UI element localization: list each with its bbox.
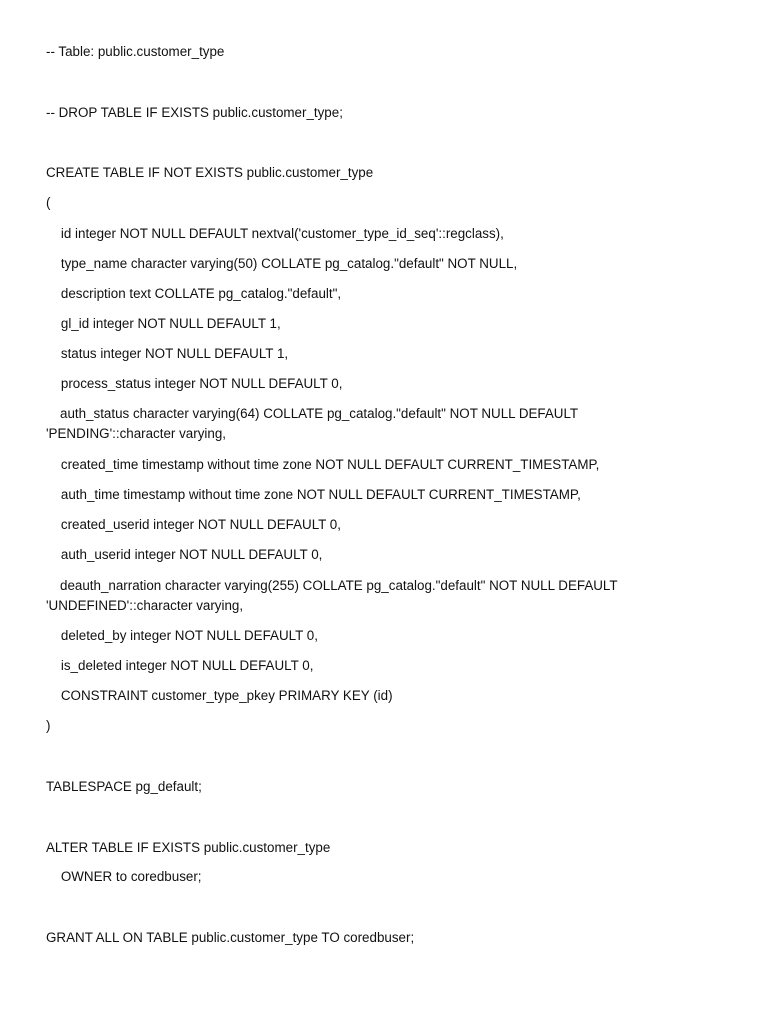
grant-line: GRANT ALL ON TABLE public.customer_type TO coredbuser; bbox=[46, 930, 415, 945]
column-id-line: id integer NOT NULL DEFAULT nextval('customer_type_id_seq'::regclass), bbox=[46, 226, 504, 241]
column-deleted-by-line: deleted_by integer NOT NULL DEFAULT 0, bbox=[46, 628, 318, 643]
owner-line: OWNER to coredbuser; bbox=[46, 869, 202, 884]
column-auth-userid-line: auth_userid integer NOT NULL DEFAULT 0, bbox=[46, 547, 323, 562]
column-created-time-line: created_time timestamp without time zone NOT NULL DEFAULT CURRENT_TIMESTAMP, bbox=[46, 457, 600, 472]
tablespace-line: TABLESPACE pg_default; bbox=[46, 779, 202, 794]
close-paren-line: ) bbox=[46, 718, 51, 733]
column-created-userid-line: created_userid integer NOT NULL DEFAULT 0, bbox=[46, 517, 341, 532]
column-type-name-line: type_name character varying(50) COLLATE pg_catalog."default" NOT NULL, bbox=[46, 256, 518, 271]
column-is-deleted-line: is_deleted integer NOT NULL DEFAULT 0, bbox=[46, 658, 314, 673]
column-auth-time-line: auth_time timestamp without time zone NOT NULL DEFAULT CURRENT_TIMESTAMP, bbox=[46, 487, 581, 502]
column-process-status-line: process_status integer NOT NULL DEFAULT 0, bbox=[46, 376, 343, 391]
column-description-line: description text COLLATE pg_catalog."default", bbox=[46, 286, 342, 301]
comment-drop-line: -- DROP TABLE IF EXISTS public.customer_type; bbox=[46, 105, 343, 120]
comment-table-line: -- Table: public.customer_type bbox=[46, 44, 225, 59]
column-auth-status-line: auth_status character varying(64) COLLATE pg_catalog."default" NOT NULL DEFAULT 'PENDING'::character varying, bbox=[46, 406, 578, 441]
column-status-line: status integer NOT NULL DEFAULT 1, bbox=[46, 346, 289, 361]
create-table-line: CREATE TABLE IF NOT EXISTS public.customer_type bbox=[46, 165, 374, 180]
open-paren-line: ( bbox=[46, 195, 51, 210]
alter-table-line: ALTER TABLE IF EXISTS public.customer_type bbox=[46, 840, 331, 855]
column-gl-id-line: gl_id integer NOT NULL DEFAULT 1, bbox=[46, 316, 281, 331]
column-deauth-narration-line: deauth_narration character varying(255) COLLATE pg_catalog."default" NOT NULL DEFAULT 'UNDEFINED'::character varying, bbox=[46, 578, 618, 613]
constraint-pkey-line: CONSTRAINT customer_type_pkey PRIMARY KEY (id) bbox=[46, 688, 393, 703]
